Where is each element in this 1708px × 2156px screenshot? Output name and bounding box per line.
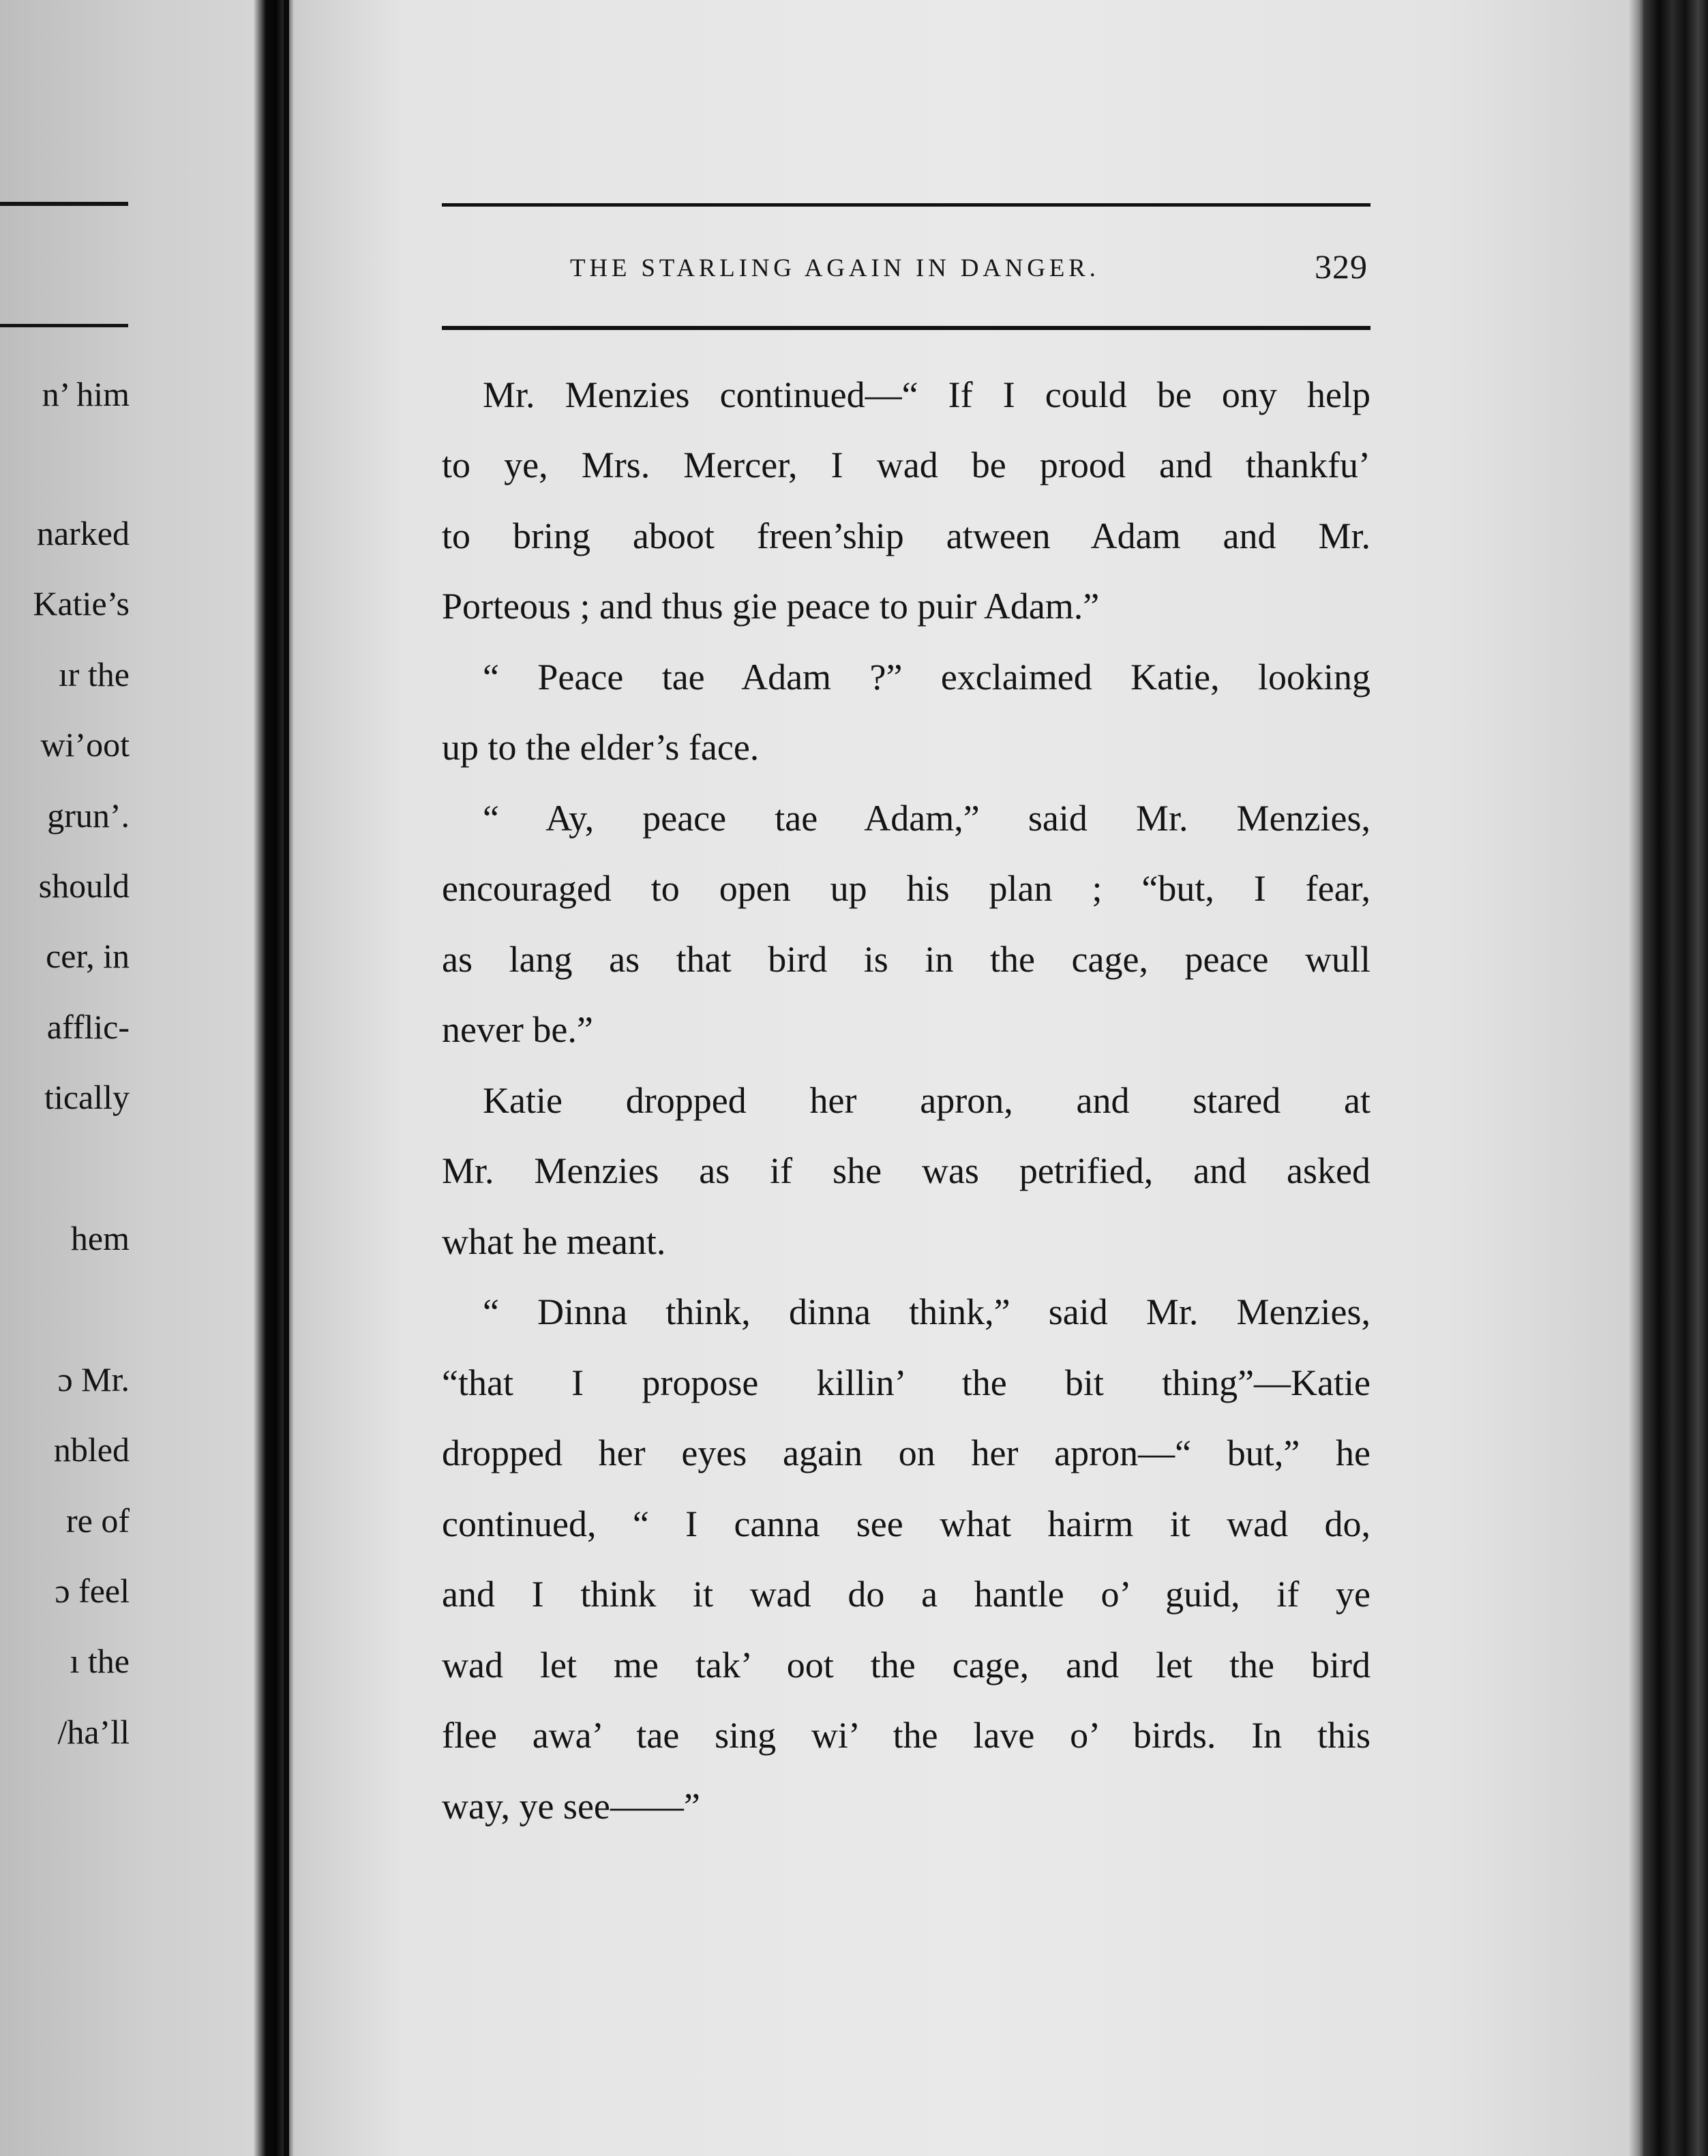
text-line: “ Peace tae Adam ?” exclaimed Katie, looking xyxy=(483,657,1370,698)
gutter-shadow-line xyxy=(284,0,289,2156)
left-page-fragment: nbled xyxy=(53,1431,130,1469)
text-line: Mr. Menzies as if she was petrified, and asked xyxy=(442,1150,1370,1191)
left-page-fragment: afflic- xyxy=(46,1008,130,1046)
text-line: Mr. Menzies continued—“ If I could be ony help xyxy=(483,374,1370,415)
text-line: and I think it wad do a hantle o’ guid, if ye xyxy=(442,1574,1370,1615)
running-head-title: THE STARLING AGAIN IN DANGER. xyxy=(570,254,1100,282)
text-line: wad let me tak’ oot the cage, and let the bird xyxy=(442,1645,1370,1686)
left-page-fragment: should xyxy=(38,867,130,905)
top-rule xyxy=(442,203,1370,207)
left-page-fragment: re of xyxy=(66,1501,130,1540)
book-page xyxy=(295,0,1651,2156)
left-page-fragment: wi’oot xyxy=(40,725,130,764)
text-line: dropped her eyes again on her apron—“ but,” he xyxy=(442,1433,1370,1473)
facing-page-left xyxy=(0,0,267,2156)
left-page-fragment: ɔ Mr. xyxy=(57,1360,130,1398)
text-line: never be.” xyxy=(442,1009,593,1050)
left-page-fragment: ı the xyxy=(70,1642,130,1680)
text-line: what he meant. xyxy=(442,1221,666,1262)
text-line: up to the elder’s face. xyxy=(442,727,760,768)
text-line: Porteous ; and thus gie peace to puir Adam.” xyxy=(442,586,1100,627)
book-edge xyxy=(1643,0,1708,2156)
left-page-fragment: hem xyxy=(70,1219,130,1257)
text-line: “ Dinna think, dinna think,” said Mr. Menzies, xyxy=(483,1291,1370,1332)
text-line: as lang as that bird is in the cage, peace wull xyxy=(442,939,1370,980)
left-page-rule xyxy=(0,324,128,327)
text-line: flee awa’ tae sing wi’ the lave o’ birds. In this xyxy=(442,1715,1370,1756)
left-page-fragment: cer, in xyxy=(46,937,130,975)
text-line: Katie dropped her apron, and stared at xyxy=(483,1080,1370,1121)
text-line: to bring aboot freen’ship atween Adam and Mr. xyxy=(442,515,1370,556)
left-page-fragment: tically xyxy=(44,1078,130,1116)
text-line: “that I propose killin’ the bit thing”—Katie xyxy=(442,1362,1370,1403)
left-page-fragment: ır the xyxy=(58,655,130,693)
left-page-fragment: grun’. xyxy=(47,796,130,835)
running-head xyxy=(442,247,1370,292)
left-page-fragment: /ha’ll xyxy=(57,1713,130,1751)
left-page-fragment: narked xyxy=(36,514,130,552)
text-line: continued, “ I canna see what hairm it wad do, xyxy=(442,1503,1370,1544)
text-line: “ Ay, peace tae Adam,” said Mr. Menzies, xyxy=(483,798,1370,839)
left-page-fragment: ɔ feel xyxy=(55,1572,130,1610)
text-line: encouraged to open up his plan ; “but, I fear, xyxy=(442,868,1370,909)
left-page-rule xyxy=(0,202,128,206)
left-page-fragment: n’ him xyxy=(42,375,130,413)
page-number: 329 xyxy=(1315,248,1368,286)
left-page-fragment: Katie’s xyxy=(33,584,130,623)
text-line: way, ye see——” xyxy=(442,1786,700,1827)
text-line: to ye, Mrs. Mercer, I wad be prood and thankfu’ xyxy=(442,445,1370,485)
header-rule xyxy=(442,326,1370,330)
